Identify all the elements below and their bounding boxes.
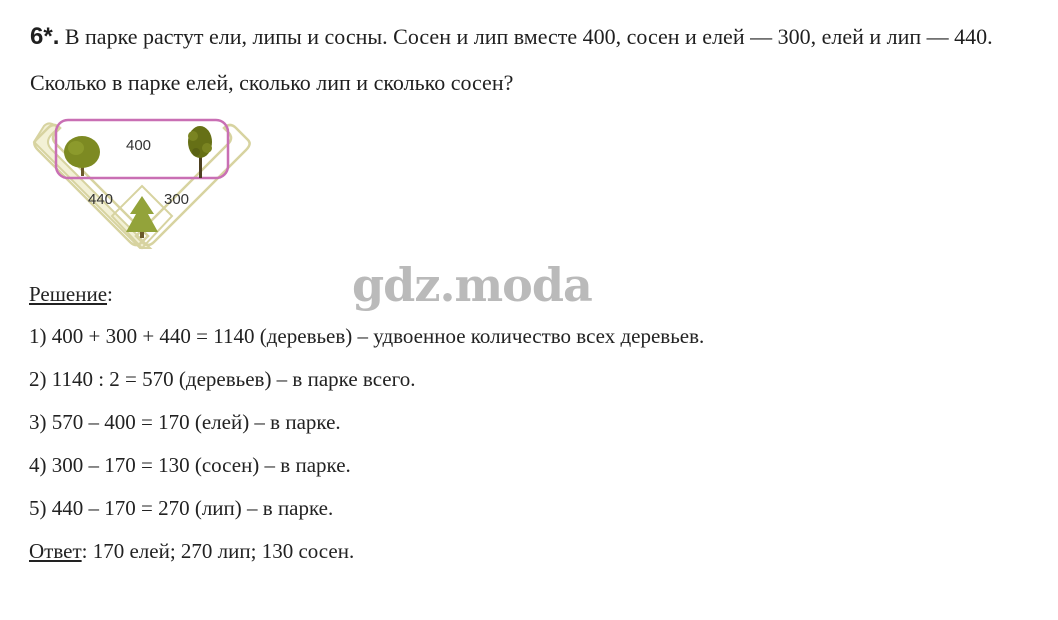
- solution-step-2: 2) 1140 : 2 = 570 (деревьев) – в парке всего.: [29, 367, 416, 391]
- watermark: gdz.moda: [352, 258, 592, 312]
- problem-number: 6*.: [30, 23, 60, 50]
- pine-tree-icon: [188, 126, 212, 178]
- solution-heading: [29, 282, 113, 307]
- label-400: 400: [126, 137, 152, 154]
- solution-heading-text: Решение: [29, 282, 108, 306]
- problem-statement: [30, 14, 1040, 106]
- label-300: 300: [164, 191, 190, 208]
- solution-step-4: 4) 300 – 170 = 130 (сосен) – в парке.: [29, 453, 351, 477]
- fir-tree-icon: [126, 196, 158, 238]
- solution-heading-colon: :: [107, 282, 113, 306]
- trees-diagram: [30, 112, 254, 260]
- problem-text: В парке растут ели, липы и сосны. Сосен и лип вместе 400, сосен и елей — 300, елей и лип — 440. Сколько в парке елей, сколько лип и сколько сосен?: [30, 24, 993, 95]
- answer-text: : 170 елей; 270 лип; 130 сосен.: [81, 539, 355, 563]
- solution-step-3: 3) 570 – 400 = 170 (елей) – в парке.: [29, 410, 341, 434]
- label-440: 440: [88, 191, 114, 208]
- answer-label: Ответ: [29, 539, 82, 563]
- trees-diagram-svg: [30, 112, 254, 260]
- solution-step-1: 1) 400 + 300 + 440 = 1140 (деревьев) – удвоенное количество всех деревьев.: [29, 324, 705, 348]
- answer-line: [29, 539, 354, 564]
- solution-step-5: 5) 440 – 170 = 270 (лип) – в парке.: [29, 496, 334, 520]
